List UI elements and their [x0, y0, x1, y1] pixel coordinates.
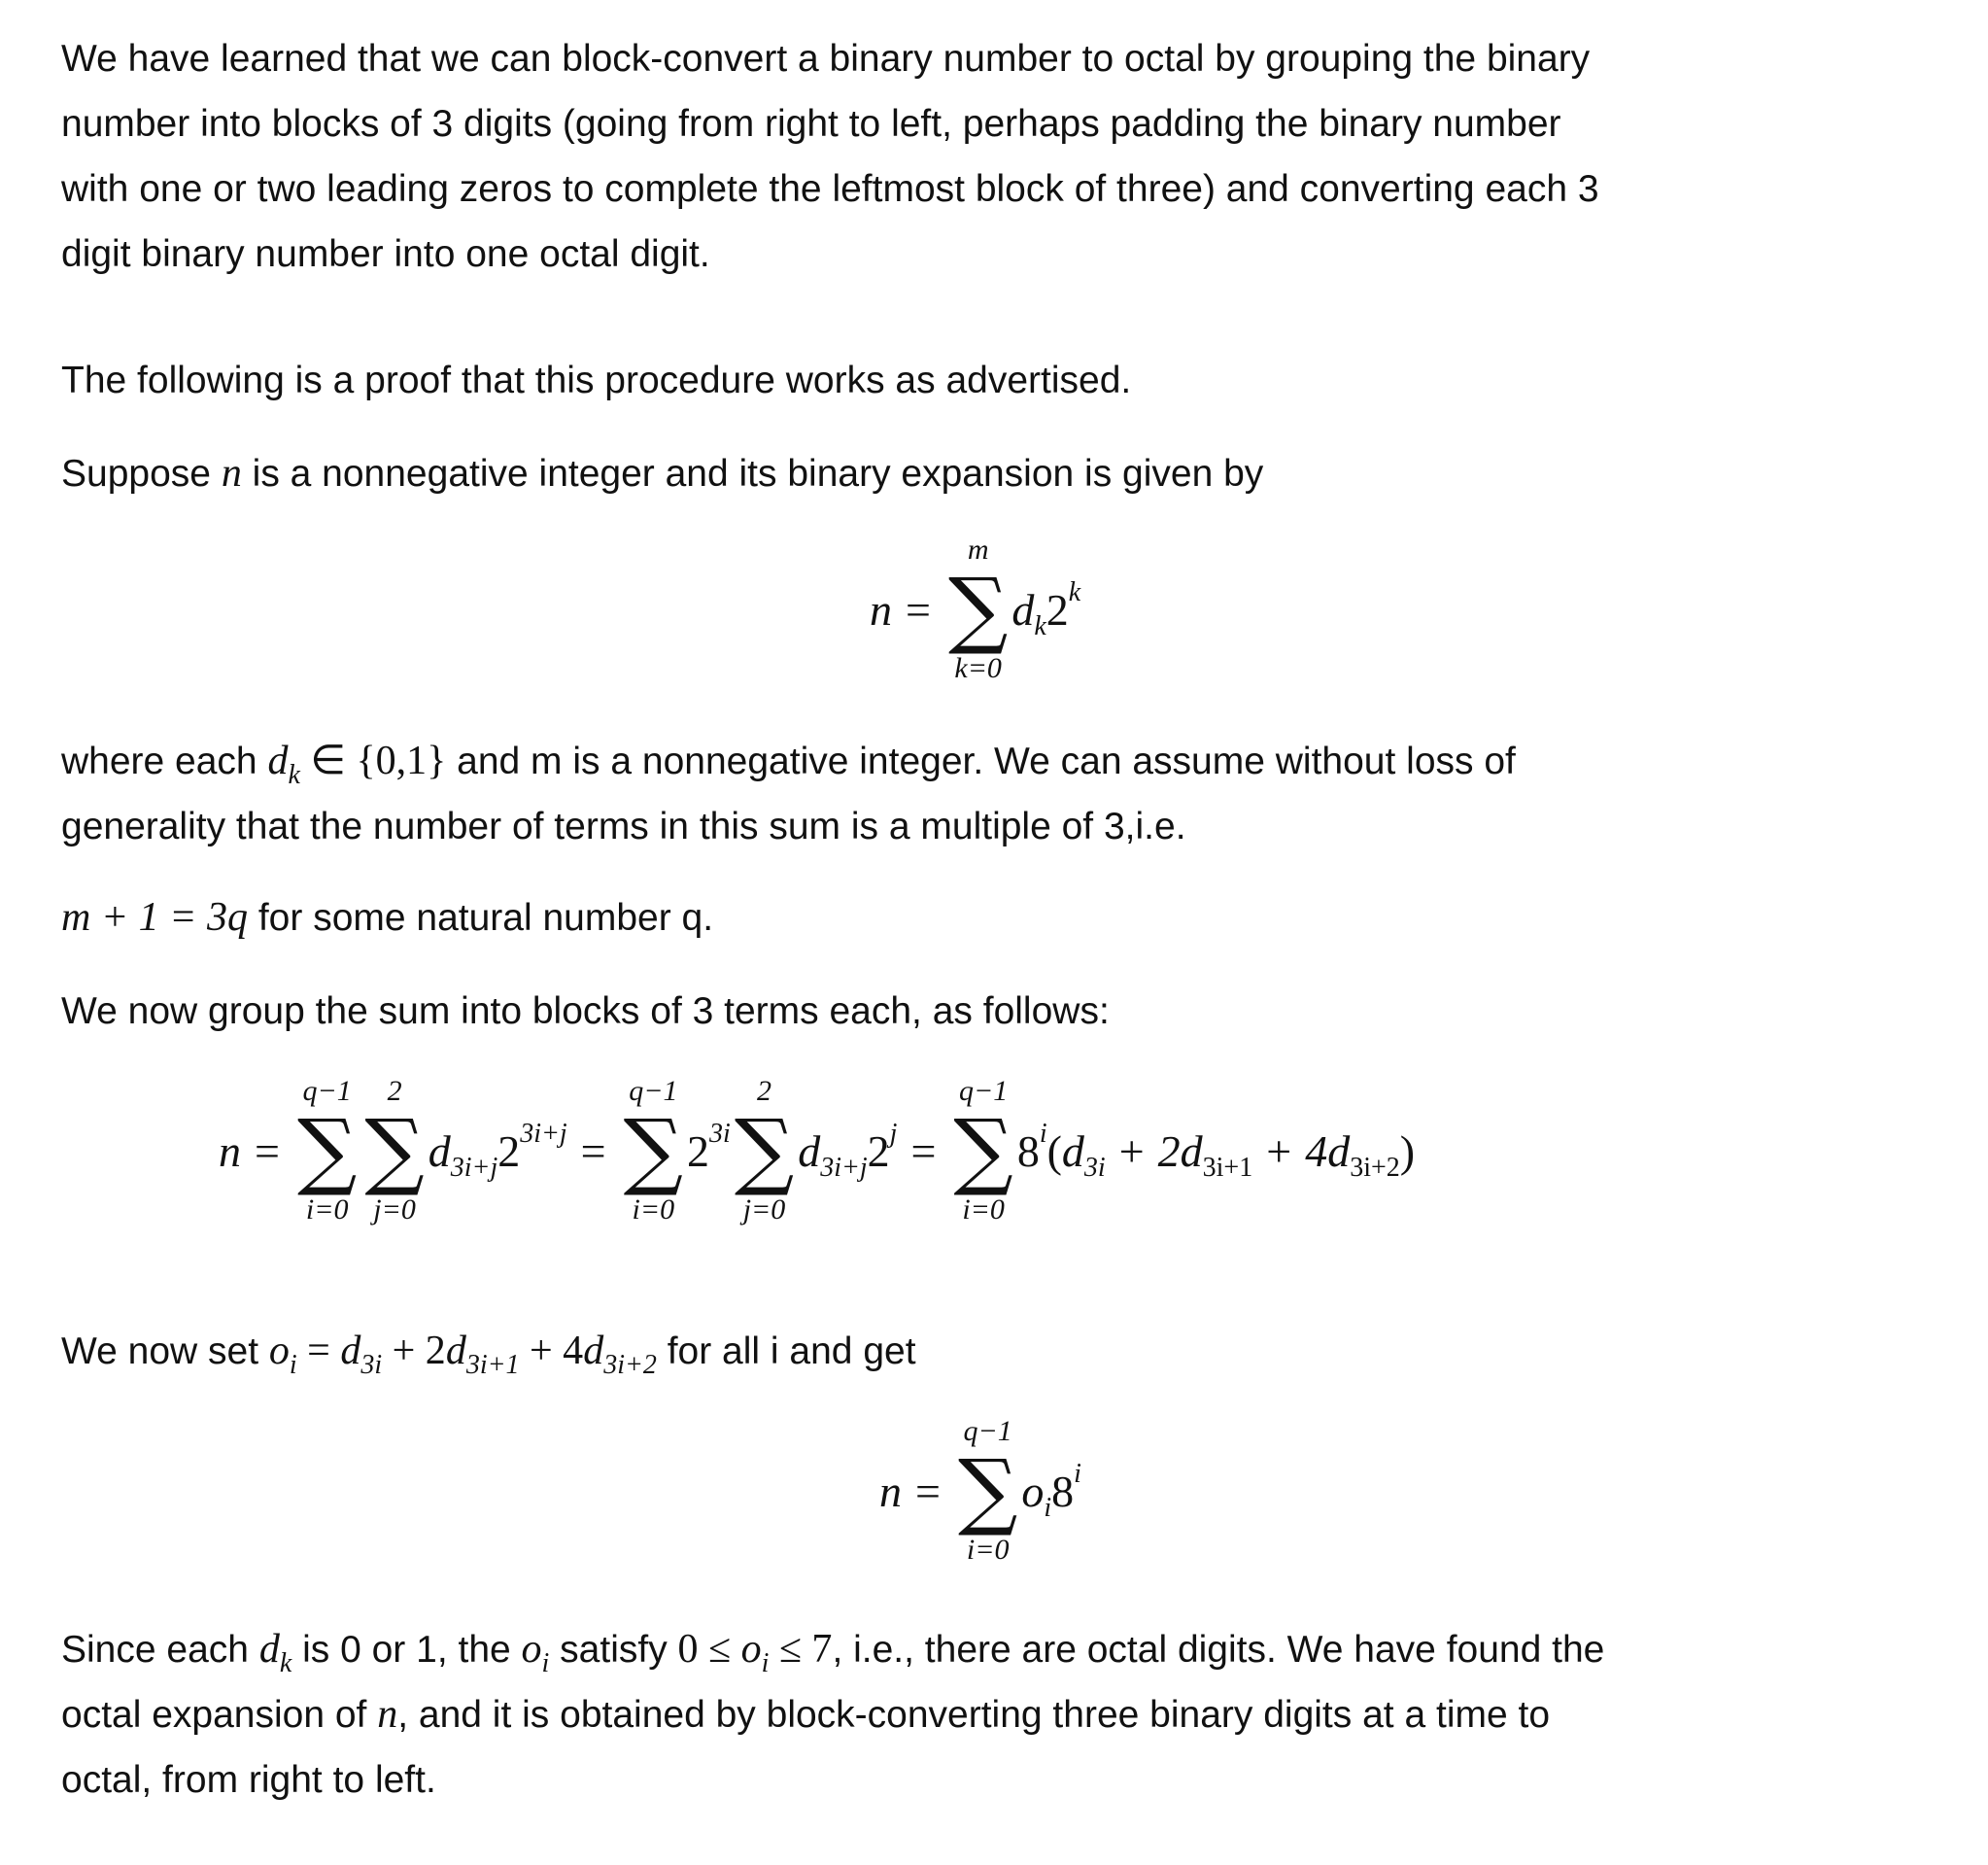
math-term: $8^i(d_{3i} + 2d_{3i+1} + 4d_{3i+2})$ [1016, 1118, 1416, 1183]
text: and m is a nonnegative integer. We can assume without loss of [446, 741, 1516, 782]
math-var: n [221, 451, 242, 496]
sigma-icon: ∑ [734, 1102, 795, 1199]
text-line: octal, from right to left. [61, 1759, 436, 1801]
summation: 2 ∑ j=0 [734, 1075, 795, 1226]
math-expr: m + 1 = 3q [61, 895, 249, 940]
text: for all i and get [656, 1330, 916, 1372]
math-term: $2^{3i}$ [687, 1118, 731, 1176]
math-term: $o_i8^i$ [1021, 1458, 1081, 1523]
summation: 2 ∑ j=0 [364, 1075, 425, 1226]
math-op: = [910, 1125, 937, 1176]
math-op: = [580, 1125, 606, 1176]
math-expr: $o_i = d_{3i} + 2d_{3i+1} + 4d_{3i+2}$ [268, 1329, 657, 1380]
since-line-2: octal expansion of n, and it is obtained by block-converting three binary digits at a time to [61, 1692, 1551, 1737]
group-line: We now group the sum into blocks of 3 terms each, as follows: [61, 990, 1110, 1032]
math-term: $d_k2^k$ [1011, 576, 1081, 641]
math-op: = [915, 1466, 941, 1516]
text-line: number into blocks of 3 digits (going from right to left, perhaps padding the binary number [61, 103, 1561, 145]
math-var: n [879, 1466, 902, 1516]
text-line: We have learned that we can block-convert a binary number to octal by grouping the binary [61, 38, 1591, 80]
math-term: $d_{3i+j}2^j$ [798, 1118, 898, 1183]
math-set: ∈ {0,1} [299, 739, 447, 783]
text-line: digit binary number into one octal digit. [61, 233, 710, 275]
suppose-line [61, 441, 1263, 506]
math-op: = [255, 1125, 280, 1176]
text: for some natural number q. [248, 897, 714, 939]
summation [948, 533, 1008, 686]
text: We now set [61, 1330, 269, 1372]
sigma-icon: ∑ [947, 561, 1009, 658]
proof-intro: The following is a proof that this procedure works as advertised. [61, 360, 1132, 401]
where-line [61, 729, 1516, 794]
summation: q−1 ∑ i=0 [953, 1075, 1013, 1226]
math-op: = [906, 584, 931, 635]
sum-upper: m [967, 534, 989, 566]
equation-grouped-sum [219, 1074, 1415, 1227]
math-term: $d_{3i+j}2^{3i+j}$ [428, 1118, 567, 1183]
sigma-icon: ∑ [364, 1102, 425, 1199]
text: is a nonnegative integer and its binary expansion is given by [241, 453, 1264, 495]
summation: q−1 ∑ i=0 [623, 1075, 684, 1226]
text: Suppose [61, 453, 222, 495]
sigma-icon: ∑ [953, 1102, 1013, 1199]
set-line [61, 1319, 916, 1384]
math-var: n [870, 584, 892, 635]
sigma-icon: ∑ [623, 1102, 684, 1199]
text: where each [61, 741, 268, 782]
sum-lower: k=0 [954, 652, 1002, 684]
equation-binary-expansion [870, 533, 1080, 686]
summation: q−1 ∑ i=0 [957, 1415, 1018, 1566]
summation: q−1 ∑ i=0 [296, 1075, 358, 1226]
equation-octal-expansion [879, 1414, 1081, 1568]
since-line: Since each $d_k$ is 0 or 1, the $o_i$ satisfy $0 \le o_i \le 7$, i.e., there are octal digits. We have found the [61, 1627, 1605, 1678]
math-var: n [219, 1125, 241, 1176]
sigma-icon: ∑ [296, 1102, 358, 1199]
sigma-icon: ∑ [957, 1442, 1018, 1539]
m-line [61, 885, 713, 950]
math-var: $d_k$ [267, 739, 300, 790]
text-line: with one or two leading zeros to complete the leftmost block of three) and converting each 3 [61, 168, 1599, 210]
text-line: generality that the number of terms in this sum is a multiple of 3,i.e. [61, 806, 1186, 847]
